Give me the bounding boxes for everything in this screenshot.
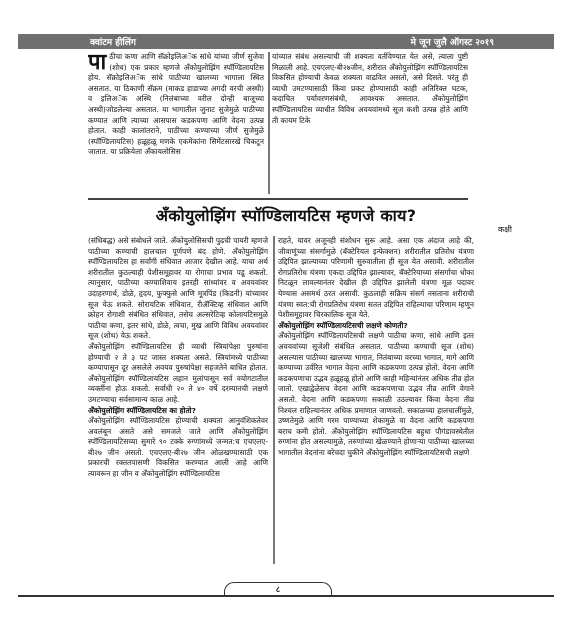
page-number: ८ xyxy=(224,582,332,597)
header-magazine-title: क्वांटम हीलिंग xyxy=(90,38,136,48)
top-article-column-1 xyxy=(88,52,264,194)
paragraph: अँकोयुलोझिंग स्पॉण्डिलायटिस होण्याची शक्यता आनुवंशिकतेवर अवलंबून असते असे समजले जाते आणि अँकोयुलोझिंग स्पॉण्डिलायटिसच्या सुमारे ९० टक्के रुग्णांमध्ये जन्मत:च एचएलए-बी२७ जीन असतो. एचएलए-बी२७ जीन ओळखण्यासाठी एक प्रकारची रक्ततपासणी विकसित करण्यात आली आहे आणि त्यावरून हा जीन व अँकोयुलोझिंग स्पॉण्डिलायटिस xyxy=(88,416,268,479)
paragraph: अँकोयुलोझिंग स्पॉण्डिलायटिसची लक्षणे पाठीचा कणा, सांधे आणि इतर अवयवांच्या सूजेशी संबंधित असतात. पाठीच्या कण्याची सूज (शोथ) असल्यास पाठीच्या खालच्या भागात, नितंबाच्या वरच्या भागात, मागे आणि कण्याच्या उर्वरित भागात वेदना आणि कडकपणा उत्पन्न होतो. वेदना आणि कडकपणाचा उद्भव हळूहळू होतो आणि काही महिन्यांनंतर अधिक तीव्र होत जातो. एखाद्वेळेसच वेदना आणि कडकपणाचा उद्भव तीव्र आणि वेगाने असतो. वेदना आणि कडकपणा सकाळी उठल्यावर किंवा वेदना तीव्र निश्चल राहिल्यानंतर अधिक प्रमाणात जाणवतो. सकाळच्या हालचालींमुळे, उष्णतेमुळे आणि गरम पाण्याच्या शेकामुळे या वेदना आणि कडकपणा बराच कमी होतो. अँकोयुलोझिंग स्पॉण्डिलायटिस बहुधा पौगंडावस्थेतील रुग्णांना होत असल्यामुळे, तरुणांच्या खेळण्याने होणाऱ्या पाठीच्या खालच्या भागातील वेदनांना बरेचदा चुकीने अँकोयुलोझिंग स्पॉण्डिलायटिसची लक्षणे xyxy=(278,331,474,457)
header-issue-date: मे जून जुलै ऑगस्ट २०१९ xyxy=(410,38,494,48)
drop-cap: पा xyxy=(88,52,107,75)
subheading-causes: अँकोयुलोझिंग स्पॉण्डिलायटिस का होतो? xyxy=(88,405,196,415)
article-column-2 xyxy=(278,236,474,564)
paragraph: राहते, यावर अजूनही संशोधन सुरू आहे. असा एक अंदाज आहे की, जीवाणूंच्या संसर्गामुळे (बॅक्टेरियल इन्फेक्शन) शरीरातील प्रतिरोध यंत्रणा उद्दिपित झाल्याच्या परिणामी सुरुवातीला ही सूज येत असावी. शरीरातील रोगप्रतिरोध यंत्रणा एकदा उद्दिपित झाल्यावर, बॅक्टेरियाच्या संसर्गाचा धोका निटळून लावल्यानंतर देखील ही उद्दिपित झालेली यंत्रणा मूळ पदावर येण्यास असमर्थ ठरत असावी. कुठलाही सक्रिय संसर्ग नसताना शरीराची यंत्रणा स्वत:ची रोगप्रतिरोध यंत्रणा सतत उद्दिपित राहिल्याचा परिणाम म्हणून पेशीसमूहावर चिरकालिक सूज येते. xyxy=(278,236,474,320)
paragraph: अँकोयुलोझिंग स्पॉण्डिलायटिस ही व्याधी स्त्रियांपेक्षा पुरुषांना होण्याची २ ते ३ पट जास्त शक्यता असते. स्त्रियांमध्ये पाठीच्या कण्यापासून दूर असलेले अवयव पुरुषांपेक्षा सहजतेने बाधित होतात. अँकोयुलोझिंग स्पॉण्डिलायटिस लहान मुलांपासून सर्व वयोगटातील व्यक्तींना होऊ शकतो. सर्वाधी २० ते ४० वर्षे दरम्यानची लक्षणे उमटण्याचा सर्वसामान्य काळ आहे. xyxy=(88,341,268,404)
top-article-col1-text: ठीचा कणा आणि सॅक्रोइलिअॅक सांधे यांच्या जीर्ण सुजेवा (शोथ) एक प्रकार म्हणजे अँकोयुलोझिंग स्पॉण्डिलायटिस होय. सॅक्रोइलिअॅक सांधे पाठीच्या खालच्या भागाला स्थित असतात. या ठिकाणी सॅक्रम (माकड हाडाच्या अगदी वरची अस्थी) व इलिअॅक अस्थि (निलंबाच्या वरील दोन्ही बाजूच्या अस्थी)जोडलेल्या असतात. या भागातील जुनाट सुजेमुळे पाठीच्या कण्यात आणि त्याच्या आसपास कडकपणा आणि वेदना उत्पन्न होतात. काही कालांतराने, पाठीच्या कण्याच्या जीर्ण सुजेमुळे (स्पॉण्डिलायटिस) हळूहळू मणके एकमेकांना सिमेंटसारखे चिकटून जातात. या प्रक्रियेला अँकायलोसिस xyxy=(88,52,264,157)
article-title: अँकोयुलोझिंग स्पॉण्डिलायटिस म्हणजे काय? xyxy=(155,206,417,225)
top-article-col2-text: यांच्यात संबंध असल्याची जी शक्यता वर्तविण्यात येत असे, त्याला पुष्टी मिळाली आहे. एचएलए-बी२७जीन, शरीरात अँकोयुलोझिंग स्पॉण्डिलायटिस विकसित होण्याची केवळ शक्यता वाढवित असतो, असे दिसते. परंतु ही व्याधी उमटण्यासाठी किंवा प्रकट होण्यासाठी काही अतिरिक्त घटक, कदाचित पर्यावरणसंबंधी, आवश्यक असतात. अँकोयुलोझिंग स्पॉण्डिलायटिस व्याधीत विविध अवयवांमध्ये सूज कशी उत्पन्न होते आणि ती कायम टिके xyxy=(272,52,468,125)
article-author: कक्षी xyxy=(498,225,512,234)
article-column-1 xyxy=(88,236,268,564)
footer-rule xyxy=(18,595,554,597)
subheading-symptoms: अँकोयुलोझिंग स्पॉण्डिलायटिसची लक्षणे कोणती? xyxy=(278,320,408,330)
top-article-column-2 xyxy=(272,52,468,194)
section-divider xyxy=(88,198,468,200)
running-header xyxy=(18,34,554,49)
column-divider xyxy=(268,52,270,194)
column-divider xyxy=(273,236,275,564)
paragraph: (संधिबद्ध) असे संबोधले जाते. अँकोयुलोसिसची पुढची पायरी म्हणजे पाठीच्या कण्याची हालचाल पूर्णपणे बंद होणे. अँकोयुलोझिंग स्पॉण्डिलायटिस हा सर्वांगी संधिवात आजार देखील आहे. याचा अर्थ शरीरातील कुठल्याही पेशीसमूहावर या रोगाचा प्रभाव पडू शकतो. त्यानुसार, पाठीच्या कण्याशिवाय इतरही सांध्यांवर व अवयवांवर उदाहरणार्थ, डोळे, हृदय, फुफ्फुसे आणि मूत्रपिंड (किडनी) यांच्यावर सूज येऊ शकते. सोरायटिक संधिवात, रीॲक्टिव्ह संधिवात आणि क्रोहन रोगाशी संबंधित संधिवात, तसेच अल्सरेटिव्ह कोलायटिसमुळे पाठीचा कणा, इतर सांधे, डोळे, त्वचा, मुख आणि विविध अवयवांवर सूज (शोथ) येऊ शकते. xyxy=(88,236,268,341)
